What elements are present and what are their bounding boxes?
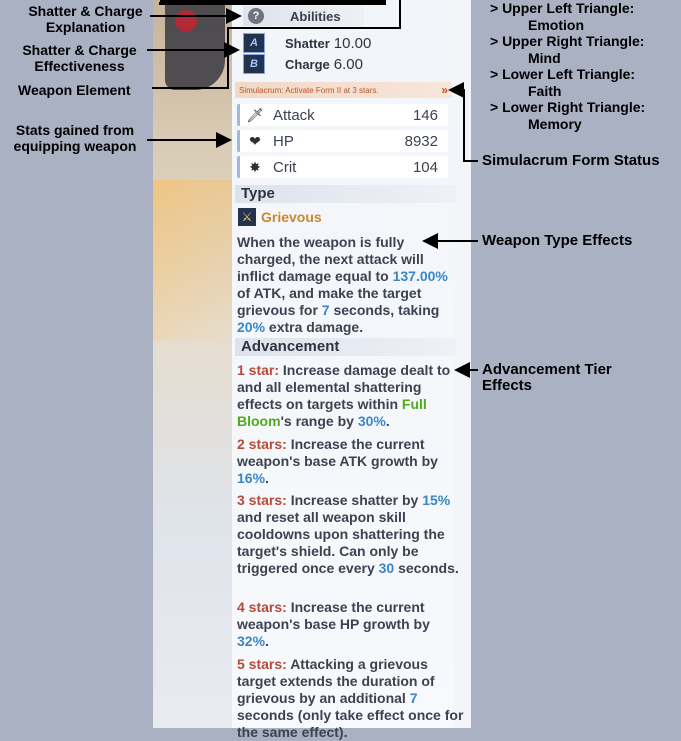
tier-text: Attacking a grievous target extends the duration of grievous by an additional — [237, 656, 435, 706]
tier-star: 5 stars: — [237, 656, 287, 672]
legend-title: > Upper Right Triangle: — [490, 33, 645, 49]
tier-text: Increase the current weapon's base ATK growth by — [237, 436, 438, 469]
legend-title: > Upper Left Triangle: — [490, 0, 635, 16]
desc-text: extra damage. — [268, 319, 364, 335]
desc-text: of ATK, and make the target grievous for — [237, 285, 422, 318]
charge-triangle-icon: B — [243, 54, 265, 74]
question-icon[interactable]: ? — [248, 8, 264, 24]
stat-value: 146 — [412, 106, 438, 124]
abilities-label: Abilities — [290, 8, 341, 24]
tier-text: Increase the current weapon's base HP growth by — [237, 599, 430, 632]
stat-label: Attack — [273, 106, 315, 124]
advancement-header: Advancement — [235, 338, 456, 356]
shatter-triangle-icon: A — [243, 33, 265, 53]
tier-value: 15% — [422, 492, 451, 508]
tier-text: 's range by — [280, 413, 354, 429]
label-line: Advancement Tier — [482, 361, 612, 378]
tier-text: . — [385, 413, 390, 429]
tier-star: 3 stars: — [237, 492, 287, 508]
legend-title: > Lower Right Triangle: — [490, 99, 646, 115]
label-line: Effects — [482, 377, 533, 394]
tier-value: 30 — [378, 560, 395, 576]
label-line: Stats gained from — [15, 122, 135, 138]
label-line: Shatter & Charge — [28, 3, 143, 19]
stat-label: HP — [273, 132, 294, 150]
label-line: Shatter & Charge — [22, 42, 137, 58]
label-line: equipping weapon — [13, 138, 137, 154]
double-chevron-icon[interactable]: » — [441, 83, 448, 97]
shatter-value: 10.00 — [333, 34, 372, 52]
desc-value: 137.00% — [392, 268, 448, 284]
desc-text: seconds, taking — [333, 302, 440, 318]
type-header: Type — [235, 185, 456, 203]
legend-value: Faith — [528, 82, 562, 99]
tier-text: Increase damage dealt to and all elemental shattering effects on targets within — [237, 362, 451, 412]
desc-value: 7 — [321, 302, 330, 318]
shatter-label: Shatter — [285, 35, 330, 51]
legend-value: Emotion — [528, 16, 584, 33]
stat-value: 104 — [412, 158, 438, 176]
stat-value: 8932 — [404, 132, 438, 150]
type-name: Grievous — [261, 209, 322, 225]
stat-label: Crit — [273, 158, 297, 176]
tier-text: . — [265, 470, 269, 486]
simulacrum-text: Simulacrum: Activate Form II at 3 stars. — [239, 85, 379, 95]
tier-star: 4 stars: — [237, 599, 287, 615]
desc-value: 20% — [237, 319, 266, 335]
charge-label: Charge — [285, 56, 330, 72]
tier-value: 16% — [237, 470, 266, 486]
label-weapon-type-effects: Weapon Type Effects — [482, 232, 633, 249]
label-line: Explanation — [45, 19, 126, 35]
tier-text: . — [265, 633, 269, 649]
blade-icon: ⚔ — [238, 208, 256, 226]
tier-value: 32% — [237, 633, 266, 649]
label-simulacrum-form-status: Simulacrum Form Status — [482, 152, 660, 169]
label-weapon-element: Weapon Element — [18, 82, 131, 98]
tier-star: 2 stars: — [237, 436, 287, 452]
tier-value: 7 — [409, 690, 418, 706]
burst-icon: ✸ — [249, 158, 261, 175]
tier-text: Increase shatter by — [290, 492, 419, 508]
legend-title: > Lower Left Triangle: — [490, 66, 636, 82]
tier-text: seconds (only take effect once for the same effect). — [237, 707, 464, 740]
tier-value: 30% — [357, 413, 386, 429]
heart-icon: ❤ — [249, 132, 261, 149]
legend-value: Mind — [528, 49, 561, 66]
tier-star: 1 star: — [237, 362, 280, 378]
sword-icon: 🗡 — [246, 106, 264, 123]
desc-text: When the weapon is fully charged, the next attack will inflict damage equal to — [237, 234, 424, 284]
tier-highlight: Full Bloom — [237, 396, 427, 429]
legend-value: Memory — [528, 115, 582, 132]
charge-value: 6.00 — [333, 55, 363, 73]
tier-text: and reset all weapon skill cooldowns upon shattering the target's shield. Can only be triggered once every — [237, 509, 445, 576]
tier-text: seconds. — [398, 560, 459, 576]
label-line: Effectiveness — [34, 58, 125, 74]
